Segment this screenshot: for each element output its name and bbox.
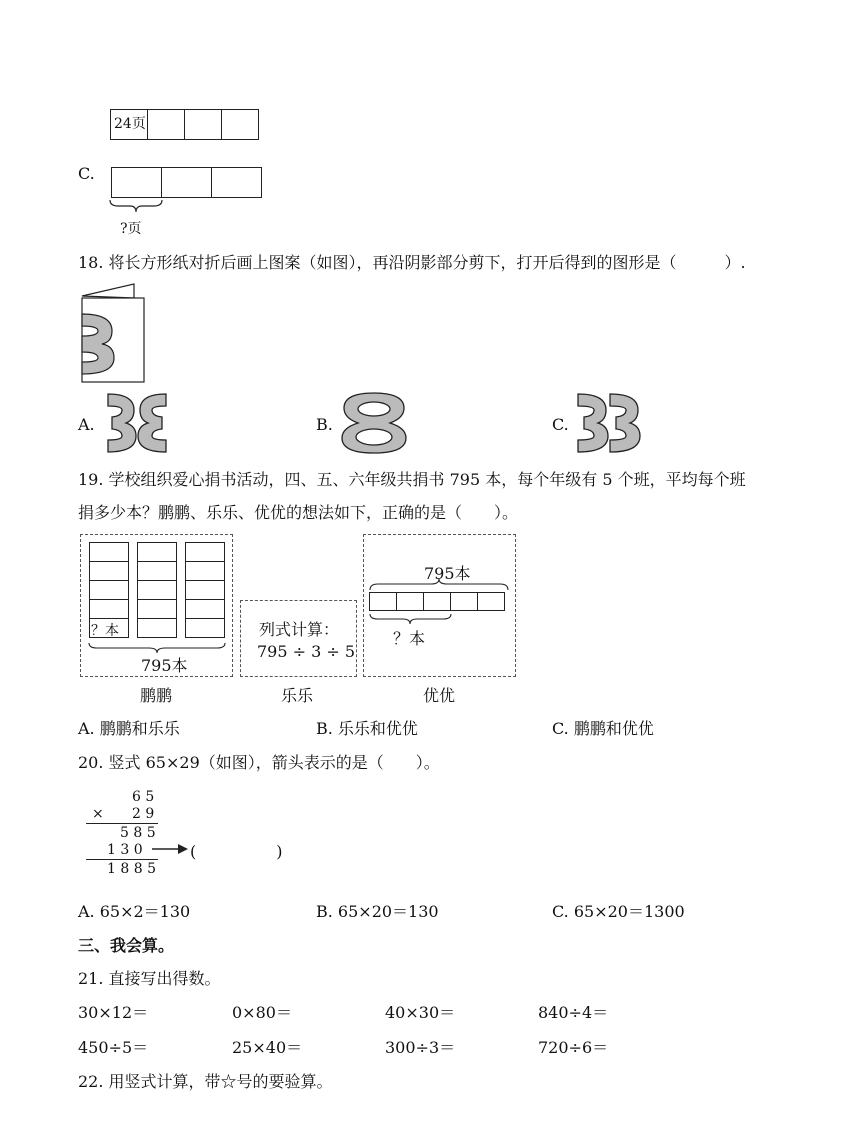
youyou-top-brace xyxy=(368,578,510,592)
calc-row4: 1 3 0 xyxy=(107,842,143,858)
youyou-name: 优优 xyxy=(423,686,456,705)
option-c-shape-icon xyxy=(576,390,644,456)
q22-text: 22. 用竖式计算，带☆号的要验算。 xyxy=(78,1072,333,1091)
youyou-bottom-brace xyxy=(368,612,454,626)
q21-item: 40×30＝ xyxy=(385,1003,456,1022)
pengpeng-cell-label: ？本 xyxy=(91,623,119,639)
q17-option-c: C. xyxy=(78,164,95,183)
q18-option-b: B. xyxy=(316,415,333,434)
q18-text: 18. 将长方形纸对折后画上图案（如图），再沿阴影部分剪下，打开后得到的图形是（ ）. xyxy=(78,253,746,272)
option-a-shape-icon xyxy=(104,390,170,456)
q17-box xyxy=(184,109,222,140)
youyou-bar xyxy=(369,592,505,611)
folded-paper-figure xyxy=(78,282,150,384)
calc-times-icon: × xyxy=(92,806,104,822)
youyou-total: 795本 xyxy=(424,564,471,583)
q20-text: 20. 竖式 65×29（如图），箭头表示的是（ ）。 xyxy=(78,753,440,772)
section3-title: 三、我会算。 xyxy=(78,936,175,955)
q17-box xyxy=(147,109,185,140)
q18-option-c: C. xyxy=(552,415,569,434)
q20-option-c: C. 65×20＝1300 xyxy=(552,902,685,921)
q17-box xyxy=(161,167,212,198)
q21-item: 720÷6＝ xyxy=(538,1038,609,1057)
youyou-part: ？本 xyxy=(393,629,426,648)
q21-item: 450÷5＝ xyxy=(78,1038,149,1057)
pengpeng-total: 795本 xyxy=(141,656,188,675)
q18-option-a: A. xyxy=(78,415,95,434)
q21-item: 0×80＝ xyxy=(232,1003,292,1022)
calc-row1: 6 5 xyxy=(132,789,155,805)
pengpeng-name: 鹏鹏 xyxy=(140,686,173,705)
q20-blank: ( ) xyxy=(190,842,283,861)
q19-text-line2: 捐多少本？鹏鹏、乐乐、优优的想法如下，正确的是（ ）。 xyxy=(78,503,519,522)
lele-line1: 列式计算： xyxy=(259,620,340,639)
lele-line2: 795 ÷ 3 ÷ 5 xyxy=(257,642,356,661)
q17-box xyxy=(211,167,262,198)
q17-box xyxy=(221,109,259,140)
pengpeng-column-3 xyxy=(185,543,225,638)
q21-item: 30×12＝ xyxy=(78,1003,149,1022)
calc-row2: 2 9 xyxy=(132,806,155,822)
q17-brace-label: ?页 xyxy=(120,221,142,237)
q21-item: 300÷3＝ xyxy=(385,1038,456,1057)
calc-row3: 5 8 5 xyxy=(120,825,156,841)
q19-option-a: A. 鹏鹏和乐乐 xyxy=(78,719,180,738)
q21-text: 21. 直接写出得数。 xyxy=(78,969,221,988)
lele-name: 乐乐 xyxy=(281,686,314,705)
pengpeng-column-2 xyxy=(137,543,177,638)
q17-c-boxes xyxy=(111,167,262,198)
option-b-shape-icon xyxy=(340,390,408,456)
q21-item: 840÷4＝ xyxy=(538,1003,609,1022)
q20-option-a: A. 65×2＝130 xyxy=(78,902,191,921)
q19-text-line1: 19. 学校组织爱心捐书活动，四、五、六年级共捐书 795 本，每个年级有 5 个班，平均每个班 xyxy=(78,470,746,489)
q17-brace xyxy=(108,198,164,216)
q17-box xyxy=(111,167,162,198)
arrow-icon xyxy=(150,843,190,855)
calc-row5: 1 8 8 5 xyxy=(107,861,156,877)
q21-item: 25×40＝ xyxy=(232,1038,303,1057)
calc-line-1 xyxy=(86,823,158,824)
q17-box-labeled: 24页 xyxy=(110,109,148,140)
calc-line-2 xyxy=(86,859,158,860)
q20-option-b: B. 65×20＝130 xyxy=(316,902,439,921)
q19-option-c: C. 鹏鹏和优优 xyxy=(552,719,654,738)
q19-option-b: B. 乐乐和优优 xyxy=(316,719,418,738)
q17-top-boxes xyxy=(110,109,259,140)
